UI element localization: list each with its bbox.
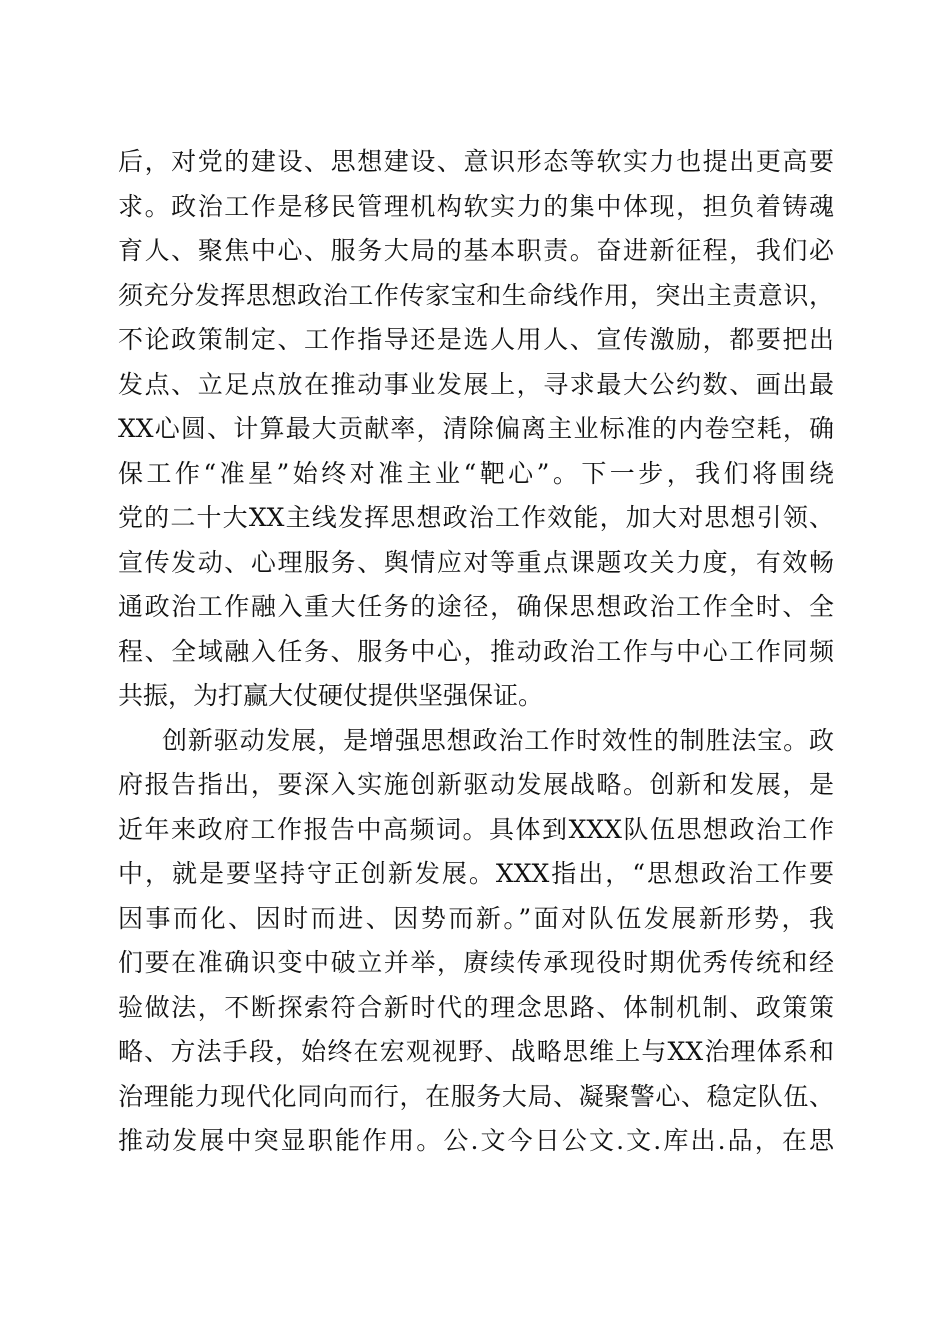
text-line-3: 育人、聚焦中心、服务大局的基本职责。奋进新征程，我们必 [118,236,834,265]
text-line-6: 发点、立足点放在推动事业发展上，寻求最大公约数、画出最 [118,369,834,399]
text-line-5: 不论政策制定、工作指导还是选人用人、宣传激励，都要把出 [118,325,834,354]
text-line-22: 治理能力现代化同向而行，在服务大局、凝聚警心、稳定队伍、 [118,1081,834,1111]
text-line-19: 们要在准确识变中破立并举，赓续传承现役时期优秀传统和经 [118,948,834,977]
text-line-2: 求。政治工作是移民管理机构软实力的集中体现，担负着铸魂 [118,191,834,221]
text-line-8: 保工作“准星”始终对准主业“靶心”。下一步，我们将围绕 [118,458,834,488]
text-line-18: 因事而化、因时而进、因势而新。”面对队伍发展新形势，我 [118,903,834,933]
text-line-15: 府报告指出，要深入实施创新驱动发展战略。创新和发展，是 [118,770,834,799]
text-line-17: 中，就是要坚持守正创新发展。XXX指出，“思想政治工作要 [118,859,834,888]
text-line-9: 党的二十大XX主线发挥思想政治工作效能，加大对思想引领、 [118,503,834,532]
text-line-20: 验做法，不断探索符合新时代的理念思路、体制机制、政策策 [118,992,834,1022]
text-line-23: 推动发展中突显职能作用。公.文今日公文.文.库出.品，在思 [118,1126,834,1155]
text-line-16: 近年来政府工作报告中高频词。具体到XXX队伍思想政治工作 [118,814,834,844]
text-line-21: 略、方法手段，始终在宏观视野、战略思维上与XX治理体系和 [118,1037,834,1066]
text-line-1: 后，对党的建设、思想建设、意识形态等软实力也提出更高要 [118,147,834,176]
text-line-10: 宣传发动、心理服务、舆情应对等重点课题攻关力度，有效畅 [118,547,834,577]
text-line-14: 创新驱动发展，是增强思想政治工作时效性的制胜法宝。政 [162,725,834,755]
text-line-11: 通政治工作融入重大任务的途径，确保思想政治工作全时、全 [118,592,834,621]
text-line-13: 共振，为打赢大仗硬仗提供坚强保证。 [118,681,544,710]
text-line-12: 程、全域融入任务、服务中心，推动政治工作与中心工作同频 [118,636,834,666]
text-line-4: 须充分发挥思想政治工作传家宝和生命线作用，突出主责意识， [118,280,834,310]
text-line-7: XX心圆、计算最大贡献率，清除偏离主业标准的内卷空耗，确 [118,414,834,443]
body-text [118,140,834,1164]
